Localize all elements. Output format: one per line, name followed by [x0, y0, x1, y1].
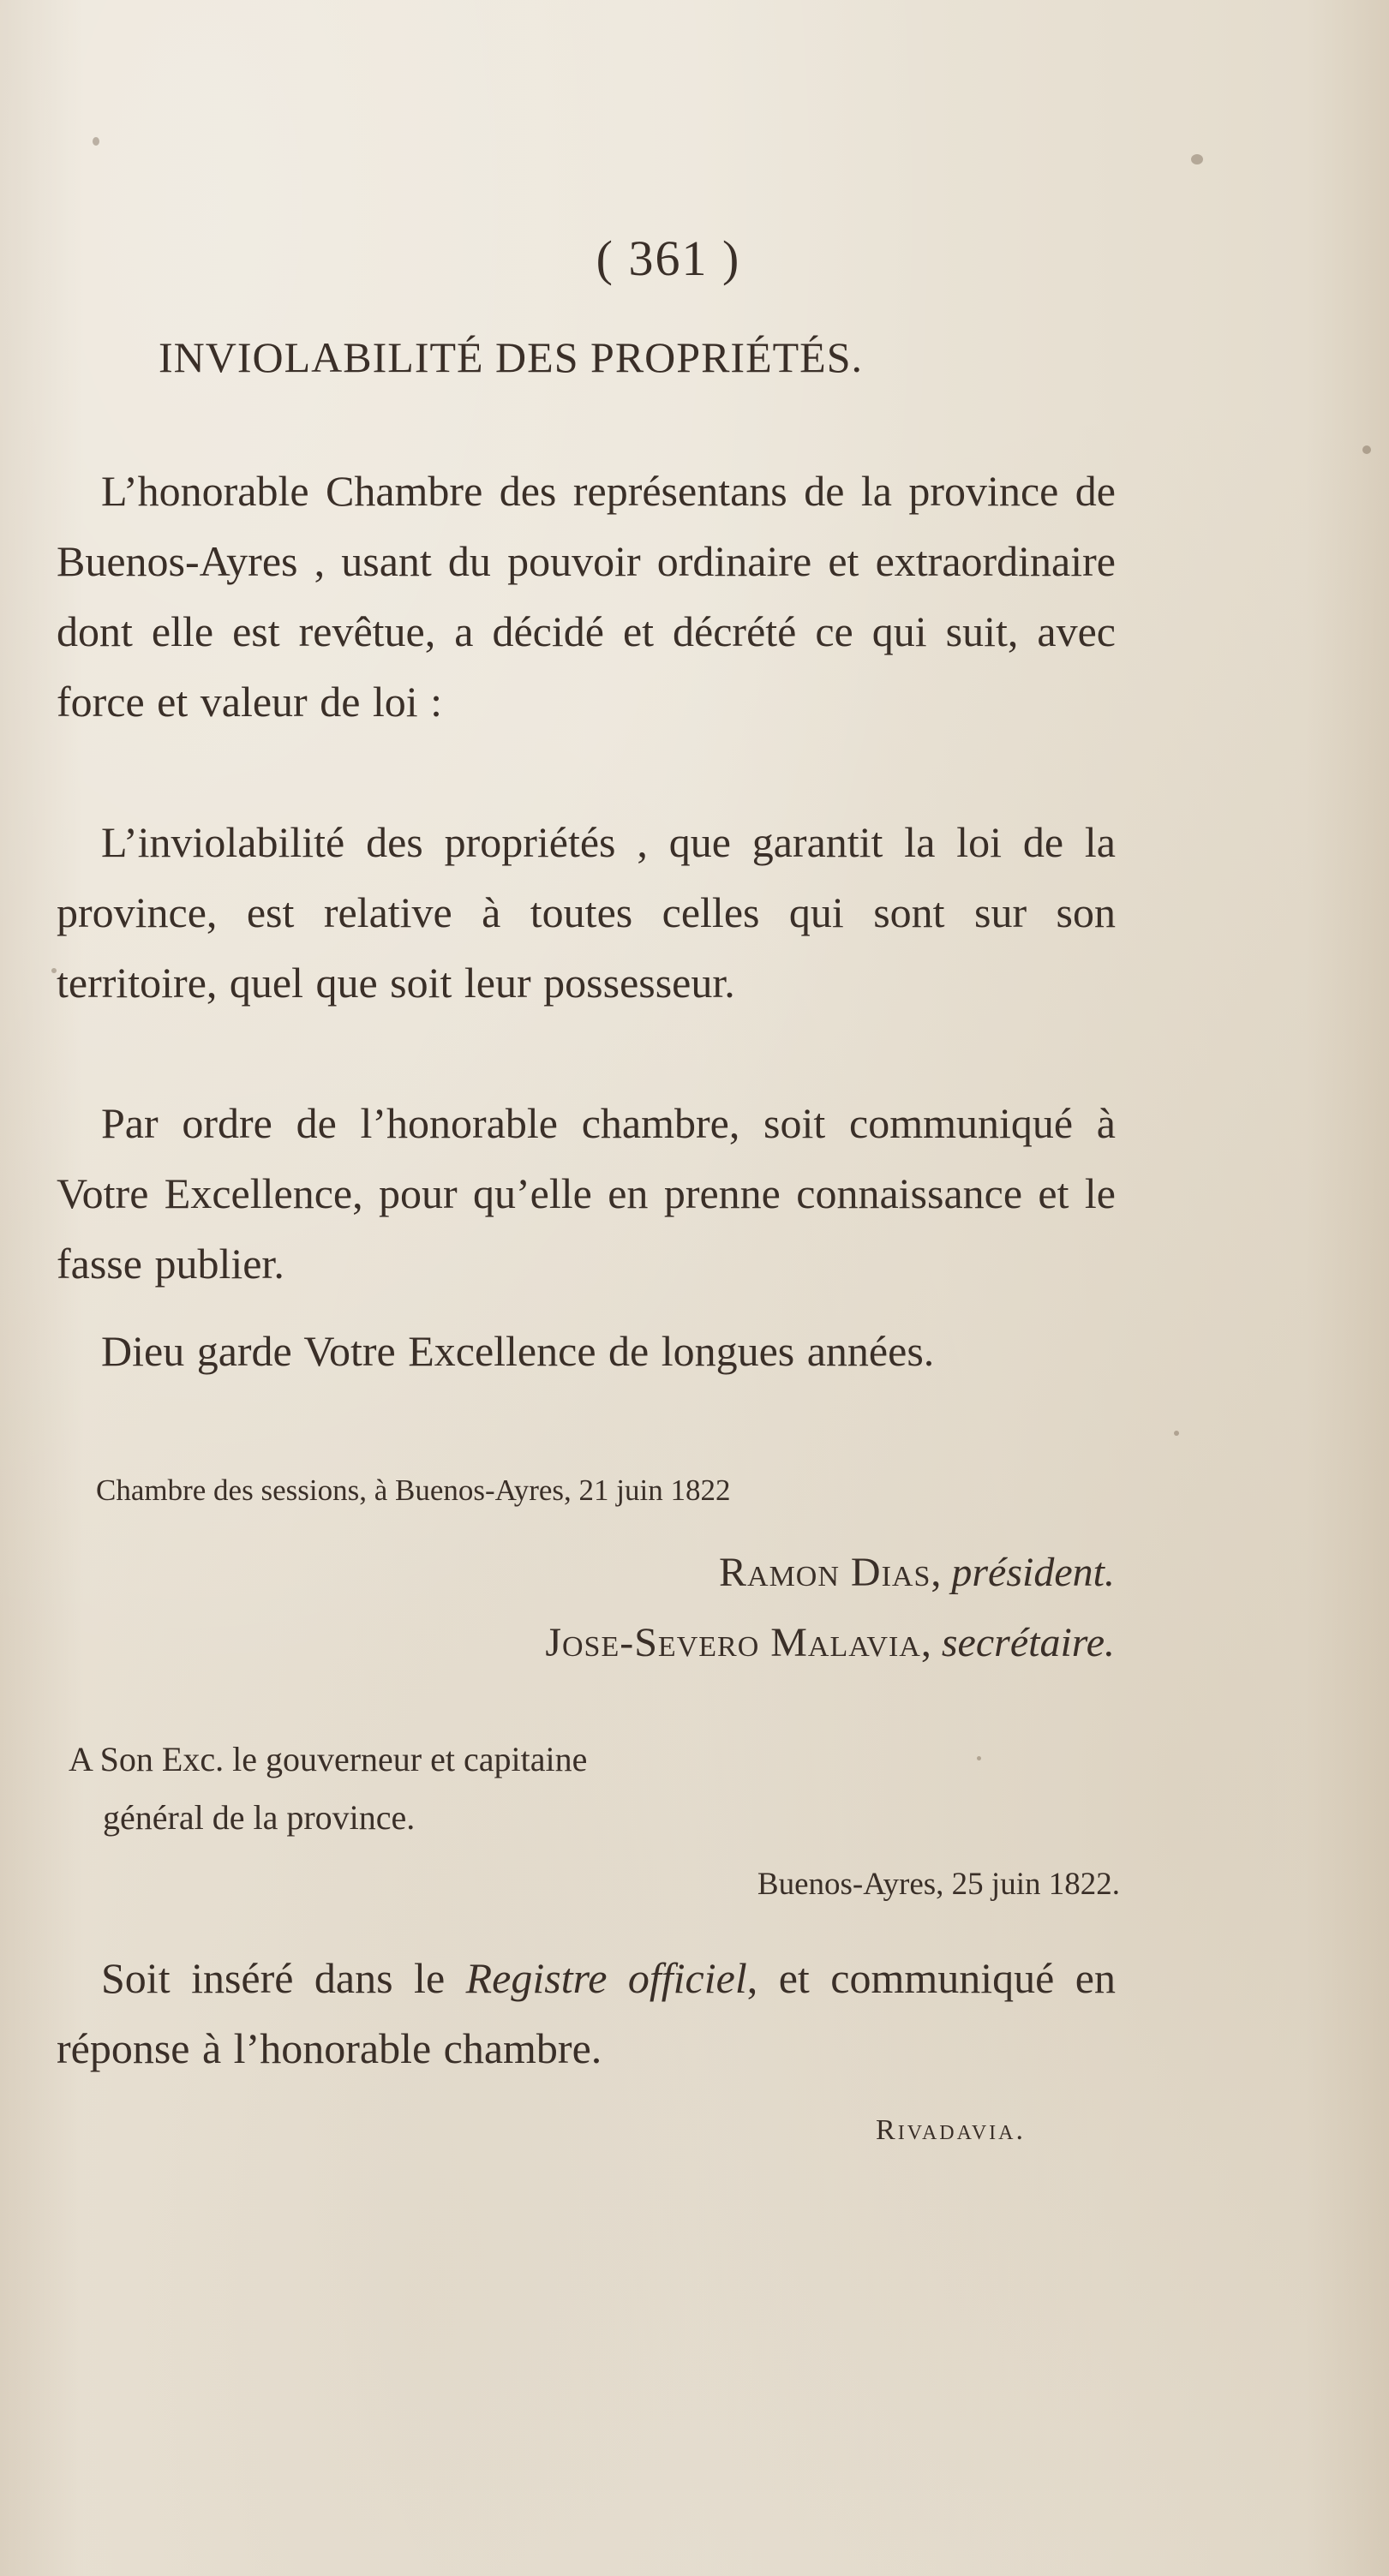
paper-speck	[1174, 1431, 1179, 1436]
dateline-reply: Buenos-Ayres, 25 juin 1822.	[757, 1867, 1120, 1902]
address-block	[69, 1730, 587, 1847]
president-role: président.	[951, 1550, 1115, 1595]
signature-secretary: Jose-Severo Malavia, secrétaire.	[545, 1620, 1115, 1665]
president-name: Ramon Dias	[719, 1550, 931, 1595]
paragraph-reply	[57, 1943, 1116, 2083]
address-line-1: A Son Exc. le gouverneur et capitaine	[69, 1740, 588, 1778]
paper-speck	[977, 1756, 981, 1760]
section-title: INVIOLABILITÉ DES PROPRIÉTÉS.	[159, 333, 864, 381]
paper-speck	[93, 137, 99, 146]
paragraph-communication: Par ordre de l’honorable chambre, soit communiqué à Votre Excellence, pour qu’elle en prenne connaissance et le fasse publier.	[57, 1099, 1116, 1288]
signature-rivadavia: Rivadavia.	[876, 2114, 1026, 2146]
paper-speck	[51, 968, 57, 973]
reply-text-before: Soit inséré dans le	[101, 1954, 466, 2002]
reply-text-after: , et communiqué en réponse à l’honorable chambre.	[57, 1954, 1116, 2072]
paper-speck	[1191, 154, 1203, 164]
page-number: ( 361 )	[596, 230, 741, 286]
address-line-2: général de la province.	[103, 1798, 416, 1837]
secretary-name: Jose-Severo Malavia	[545, 1620, 921, 1665]
paragraph-closing: Dieu garde Votre Excellence de longues années.	[101, 1327, 935, 1375]
signature-president: Ramon Dias, président.	[719, 1550, 1115, 1595]
paper-speck	[1362, 445, 1371, 454]
secretary-role: secrétaire.	[941, 1620, 1115, 1665]
paragraph-decree-text: L’inviolabilité des propriétés , que garantit la loi de la province, est relative à toutes celles qui sont sur son territoire, quel que soit leur possesseur.	[57, 818, 1116, 1007]
reply-register-title: Registre officiel	[465, 1954, 747, 2002]
dateline-sessions: Chambre des sessions, à Buenos-Ayres, 21 juin 1822	[96, 1473, 731, 1507]
paragraph-decree-intro: L’honorable Chambre des représentans de la province de Buenos-Ayres , usant du pouvoir ordinaire et extraordinaire dont elle est revêtue, a décidé et décrété ce qui suit, avec force et valeur de loi :	[57, 467, 1116, 726]
